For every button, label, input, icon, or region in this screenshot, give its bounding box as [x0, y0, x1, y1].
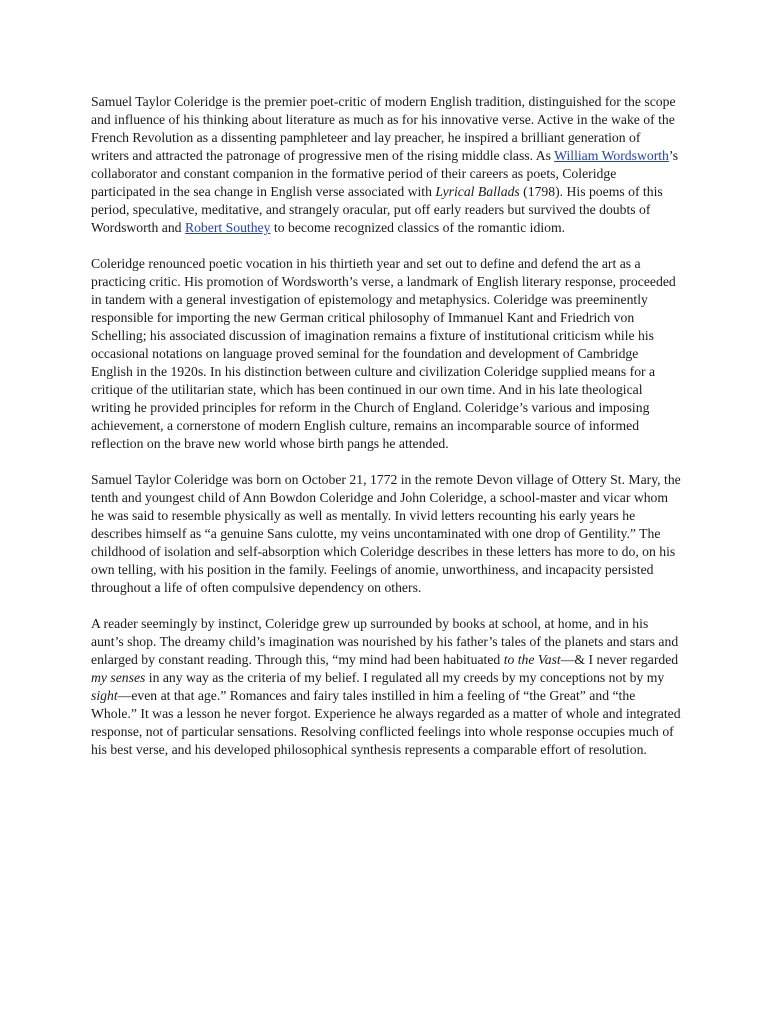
article-body: [91, 93, 681, 777]
text-run: A reader seemingly by instinct, Coleridge grew up surrounded by books at school, at home, and in his aunt’s shop. The dreamy child’s imagination was nourished by his father’s tales of the planets and stars and enlarged by constant reading. Through this, “my mind had been habituated: [91, 616, 679, 667]
text-run: in any way as the criteria of my belief. I regulated all my creeds by my conceptions not by my: [145, 670, 665, 685]
title-lyrical-ballads: Lyrical Ballads: [435, 184, 520, 199]
text-run: to become recognized classics of the romantic idiom.: [270, 220, 566, 235]
link-robert-southey[interactable]: Robert Southey: [184, 220, 271, 235]
text-run: Samuel Taylor Coleridge is the premier poet-critic of modern English tradition, distinguished for the scope and influence of his thinking about literature as much as for his innovative verse. Active in the wake of the French Revolution as a dissenting pamphleteer and lay preacher, he inspired a brilliant generation of writers and attracted the patronage of progressive men of the rising middle class. As: [91, 94, 676, 163]
paragraph-4: [91, 615, 681, 759]
text-run: Samuel Taylor Coleridge was born on October 21, 1772 in the remote Devon village of Ottery St. Mary, the tenth and youngest child of Ann Bowdon Coleridge and John Coleridge, a school-master and vicar whom he was said to resemble physically as well as mentally. In vivid letters recounting his early years he describes himself as “a genuine Sans culotte, my veins uncontaminated with one drop of Gentility.” The childhood of isolation and self-absorption which Coleridge describes in these letters has more to do, on his own telling, with his position in the family. Feelings of anomie, unworthiness, and incapacity persisted throughout a life of often compulsive dependency on others.: [91, 472, 681, 595]
italic-phrase: my senses: [91, 670, 146, 685]
paragraph-1: [91, 93, 681, 237]
paragraph-2: [91, 255, 681, 453]
paragraph-3: [91, 471, 681, 597]
text-run: (1798). His poems of this period, speculative, meditative, and strangely oracular, put off early readers but survived the doubts of Wordsworth and: [91, 184, 663, 235]
text-run: ’s collaborator and constant companion in the formative period of their careers as poets, Coleridge participated in the sea change in English verse associated with: [91, 148, 679, 199]
italic-phrase: sight: [91, 688, 118, 703]
text-run: Coleridge renounced poetic vocation in his thirtieth year and set out to define and defend the art as a practicing critic. His promotion of Wordsworth’s verse, a landmark of English literary response, proceeded in tandem with a general investigation of epistemology and metaphysics. Coleridge was preeminently responsible for importing the new German critical philosophy of Immanuel Kant and Friedrich von Schelling; his associated discussion of imagination remains a fixture of institutional criticism while his occasional notations on language proved seminal for the foundation and development of Cambridge English in the 1920s. In his distinction between culture and civilization Coleridge supplied means for a critique of the utilitarian state, which has been continued in our own time. And in his late theological writing he provided principles for reform in the Church of England. Coleridge’s various and imposing achievement, a cornerstone of modern English culture, remains an incomparable source of informed reflection on the brave new world whose birth pangs he attended.: [91, 256, 676, 451]
italic-phrase: to the Vast: [503, 652, 561, 667]
text-run: —even at that age.” Romances and fairy tales instilled in him a feeling of “the Great” and “the Whole.” It was a lesson he never forgot. Experience he always regarded as a matter of whole and integrated response, not of particular sensations. Resolving conflicted feelings into whole response occupies much of his best verse, and his developed philosophical synthesis represents a comparable effort of resolution.: [91, 688, 681, 757]
link-william-wordsworth[interactable]: William Wordsworth: [554, 148, 669, 163]
text-run: —& I never regarded: [560, 652, 679, 667]
